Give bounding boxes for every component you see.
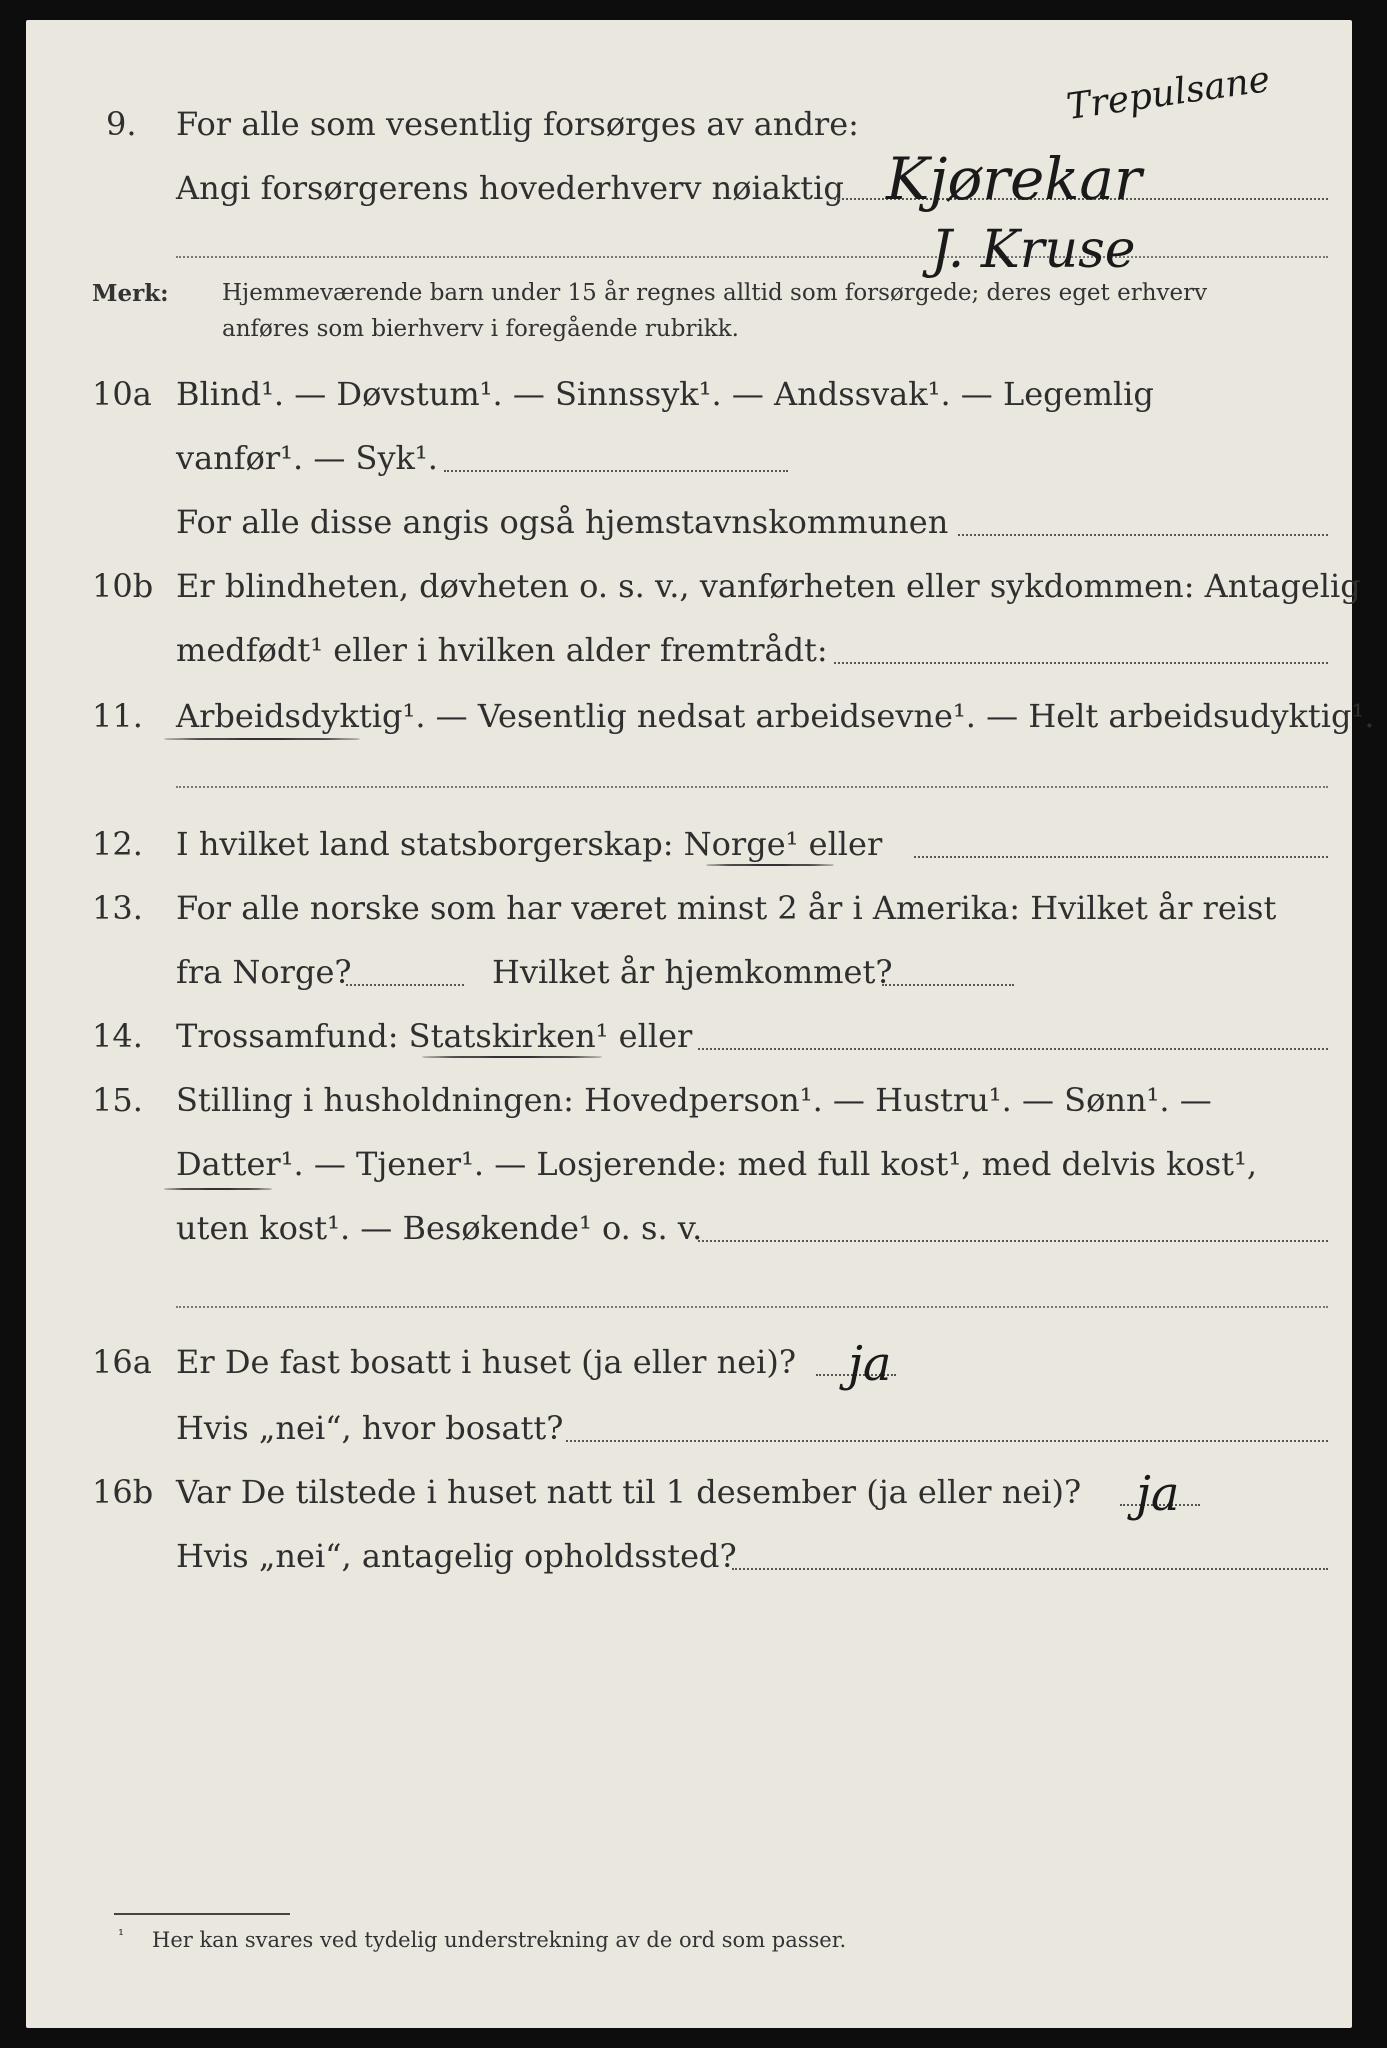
q16a-number: 16a [92, 1343, 152, 1381]
q16a-bosatt-line [566, 1440, 1328, 1442]
q9-line1: For alle som vesentlig forsørges av andre: [176, 105, 859, 143]
q15-underline-mark [164, 1188, 272, 1190]
q15-line3: uten kost¹. — Besøkende¹ o. s. v. [176, 1209, 703, 1247]
q11-line1: Arbeidsdyktig¹. — Vesentlig nedsat arbeidsevne¹. — Helt arbeidsudyktig¹. [176, 697, 1375, 735]
q13-hjem-line [882, 984, 1014, 986]
census-form-page [26, 20, 1375, 2028]
q13-reist-line [346, 984, 464, 986]
q9-answer-top: Trepulsane [1064, 58, 1273, 129]
q16b-line2: Hvis „nei“, antagelig opholdssted? [176, 1537, 737, 1575]
q11-underline-mark [164, 738, 360, 740]
q13-line1: For alle norske som har været minst 2 år i Amerika: Hvilket år reist [176, 889, 1277, 927]
merk-line2: anføres som bierhverv i foregående rubrikk. [222, 316, 739, 342]
q15-number: 15. [92, 1081, 143, 1119]
q11-extra-line [176, 786, 1328, 788]
q16b-number: 16b [92, 1473, 154, 1511]
q15-answer-line [698, 1240, 1328, 1242]
merk-line1: Hjemmeværende barn under 15 år regnes alltid som forsørgede; deres eget erhverv [222, 280, 1208, 306]
q16b-answer: ja [1136, 1466, 1180, 1522]
q9-answer-main: Kjørekar [886, 145, 1142, 213]
q14-answer-line [698, 1048, 1328, 1050]
q15-line2: Datter¹. — Tjener¹. — Losjerende: med full kost¹, med delvis kost¹, [176, 1145, 1258, 1183]
q10a-answer-line [444, 470, 788, 472]
q15-extra-line [176, 1306, 1328, 1308]
q16b-opholdssted-line [732, 1568, 1328, 1570]
q12-line1: I hvilket land statsborgerskap: Norge¹ eller [176, 825, 883, 863]
q10a-number: 10a [92, 375, 152, 413]
q11-number: 11. [92, 697, 143, 735]
q16b-line1: Var De tilstede i huset natt til 1 desember (ja eller nei)? [176, 1473, 1082, 1511]
q14-line1: Trossamfund: Statskirken¹ eller [176, 1017, 693, 1055]
q9-line2: Angi forsørgerens hovederhverv nøiaktig [176, 169, 844, 207]
q13-line2a: fra Norge? [176, 953, 352, 991]
q13-number: 13. [92, 889, 143, 927]
q10b-number: 10b [92, 567, 154, 605]
footnote-text: Her kan svares ved tydelig understrekning av de ord som passer. [152, 1928, 847, 1952]
q10a-line2: vanfør¹. — Syk¹. [176, 439, 438, 477]
q16a-line1: Er De fast bosatt i huset (ja eller nei)? [176, 1343, 797, 1381]
q9-extra-line [176, 256, 1328, 258]
q14-underline-mark [422, 1056, 602, 1058]
q9-number: 9. [106, 105, 137, 143]
q12-number: 12. [92, 825, 143, 863]
q10a-line3: For alle disse angis også hjemstavnskommunen [176, 503, 949, 541]
q15-line1: Stilling i husholdningen: Hovedperson¹. — Hustru¹. — Sønn¹. — [176, 1081, 1212, 1119]
q12-answer-line [914, 856, 1328, 858]
q10a-home-line [958, 534, 1328, 536]
q16a-answer: ja [848, 1336, 892, 1392]
q13-line2b: Hvilket år hjemkommet? [492, 953, 893, 991]
q12-underline-mark [706, 864, 834, 866]
q16a-line2: Hvis „nei“, hvor bosatt? [176, 1409, 564, 1447]
q9-answer-name: J. Kruse [931, 220, 1136, 280]
footnote-separator [114, 1913, 290, 1915]
footnote-mark: ¹ [118, 1926, 125, 1944]
q10b-line2: medfødt¹ eller i hvilken alder fremtrådt: [176, 631, 828, 669]
q14-number: 14. [92, 1017, 143, 1055]
q10a-line1: Blind¹. — Døvstum¹. — Sinnssyk¹. — Andssvak¹. — Legemlig [176, 375, 1154, 413]
merk-label: Merk: [92, 280, 169, 307]
q10b-line1: Er blindheten, døvheten o. s. v., vanførheten eller sykdommen: Antagelig [176, 567, 1361, 605]
q10b-answer-line [834, 662, 1328, 664]
